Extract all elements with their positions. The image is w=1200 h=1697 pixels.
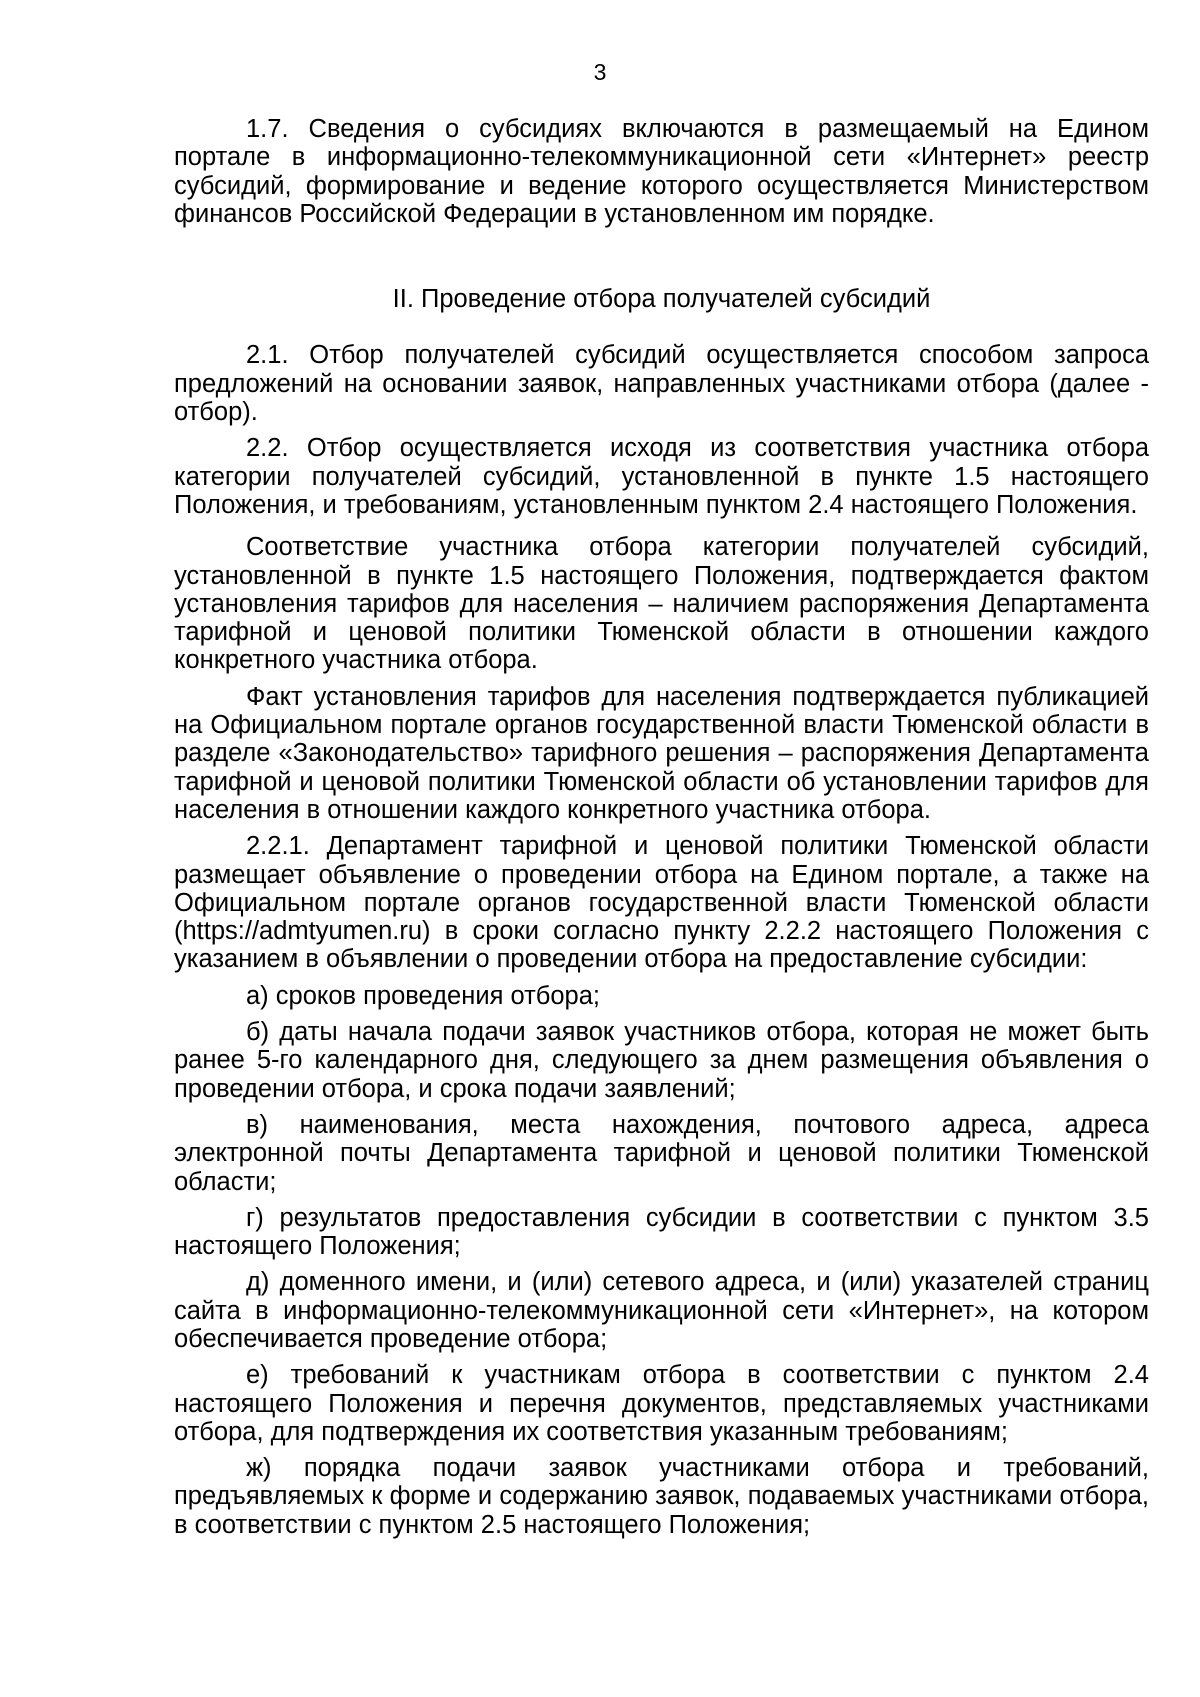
list-item-b: б) даты начала подачи заявок участников отбора, которая не может быть ранее 5-го календарного дня, следующего за днем размещения объявления о проведении отбора, и срока подачи заявлений; (174, 1018, 1149, 1103)
list-item-a: а) сроков проведения отбора; (246, 981, 600, 1010)
list-item-e: е) требований к участникам отбора в соответствии с пунктом 2.4 настоящего Положения и перечня документов, представляемых участниками отбора, для подтверждения их соответствия указанным требованиям; (174, 1361, 1149, 1446)
document-body (174, 115, 1149, 1539)
paragraph-tariff-fact: Факт установления тарифов для населения подтверждается публикацией на Официальном портале органов государственной власти Тюменской области в разделе «Законодательство» тарифного решения – распоряжения Департамента тарифной и ценовой политики Тюменской области об установлении тарифов для населения в отношении каждого конкретного участника отбора. (174, 682, 1149, 824)
list-item-v: в) наименования, места нахождения, почтового адреса, адреса электронной почты Департамента тарифной и ценовой политики Тюменской области; (174, 1110, 1149, 1196)
page-number: 3 (593, 59, 607, 85)
paragraph-2-1: 2.1. Отбор получателей субсидий осуществляется способом запроса предложений на основании заявок, направленных участниками отбора (далее - отбор). (174, 341, 1149, 427)
paragraph-1-7: 1.7. Сведения о субсидиях включаются в размещаемый на Едином портале в информационно-телекоммуникационной сети «Интернет» реестр субсидий, формирование и ведение которого осуществляется Министерством финансов Российской Федерации в установленном им порядке. (174, 115, 1149, 228)
paragraph-conformity: Соответствие участника отбора категории получателей субсидий, установленной в пункте 1.5 настоящего Положения, подтверждается фактом установления тарифов для населения – наличием распоряжения Департамента тарифной и ценовой политики Тюменской области в отношении каждого конкретного участника отбора. (174, 533, 1149, 675)
list-item-g: г) результатов предоставления субсидии в соответствии с пунктом 3.5 настоящего Положения; (174, 1203, 1149, 1261)
section-heading: II. Проведение отбора получателей субсидий (392, 285, 931, 314)
paragraph-2-2-1: 2.2.1. Департамент тарифной и ценовой политики Тюменской области размещает объявление о проведении отбора на Едином портале, а также на Официальном портале органов государственной власти Тюменской области (https://admtyumen.ru) в сроки согласно пункту 2.2.2 настоящего Положения с указанием в объявлении о проведении отбора на предоставление субсидии: (174, 832, 1149, 974)
list-item-d: д) доменного имени, и (или) сетевого адреса, и (или) указателей страниц сайта в информационно-телекоммуникационной сети «Интернет», на котором обеспечивается проведение отбора; (174, 1268, 1149, 1353)
paragraph-2-2: 2.2. Отбор осуществляется исходя из соответствия участника отбора категории получателей субсидий, установленной в пункте 1.5 настоящего Положения, и требованиям, установленным пунктом 2.4 настоящего Положения. (174, 434, 1149, 519)
list-item-zh: ж) порядка подачи заявок участниками отбора и требований, предъявляемых к форме и содержанию заявок, подаваемых участниками отбора, в соответствии с пунктом 2.5 настоящего Положения; (174, 1454, 1149, 1539)
